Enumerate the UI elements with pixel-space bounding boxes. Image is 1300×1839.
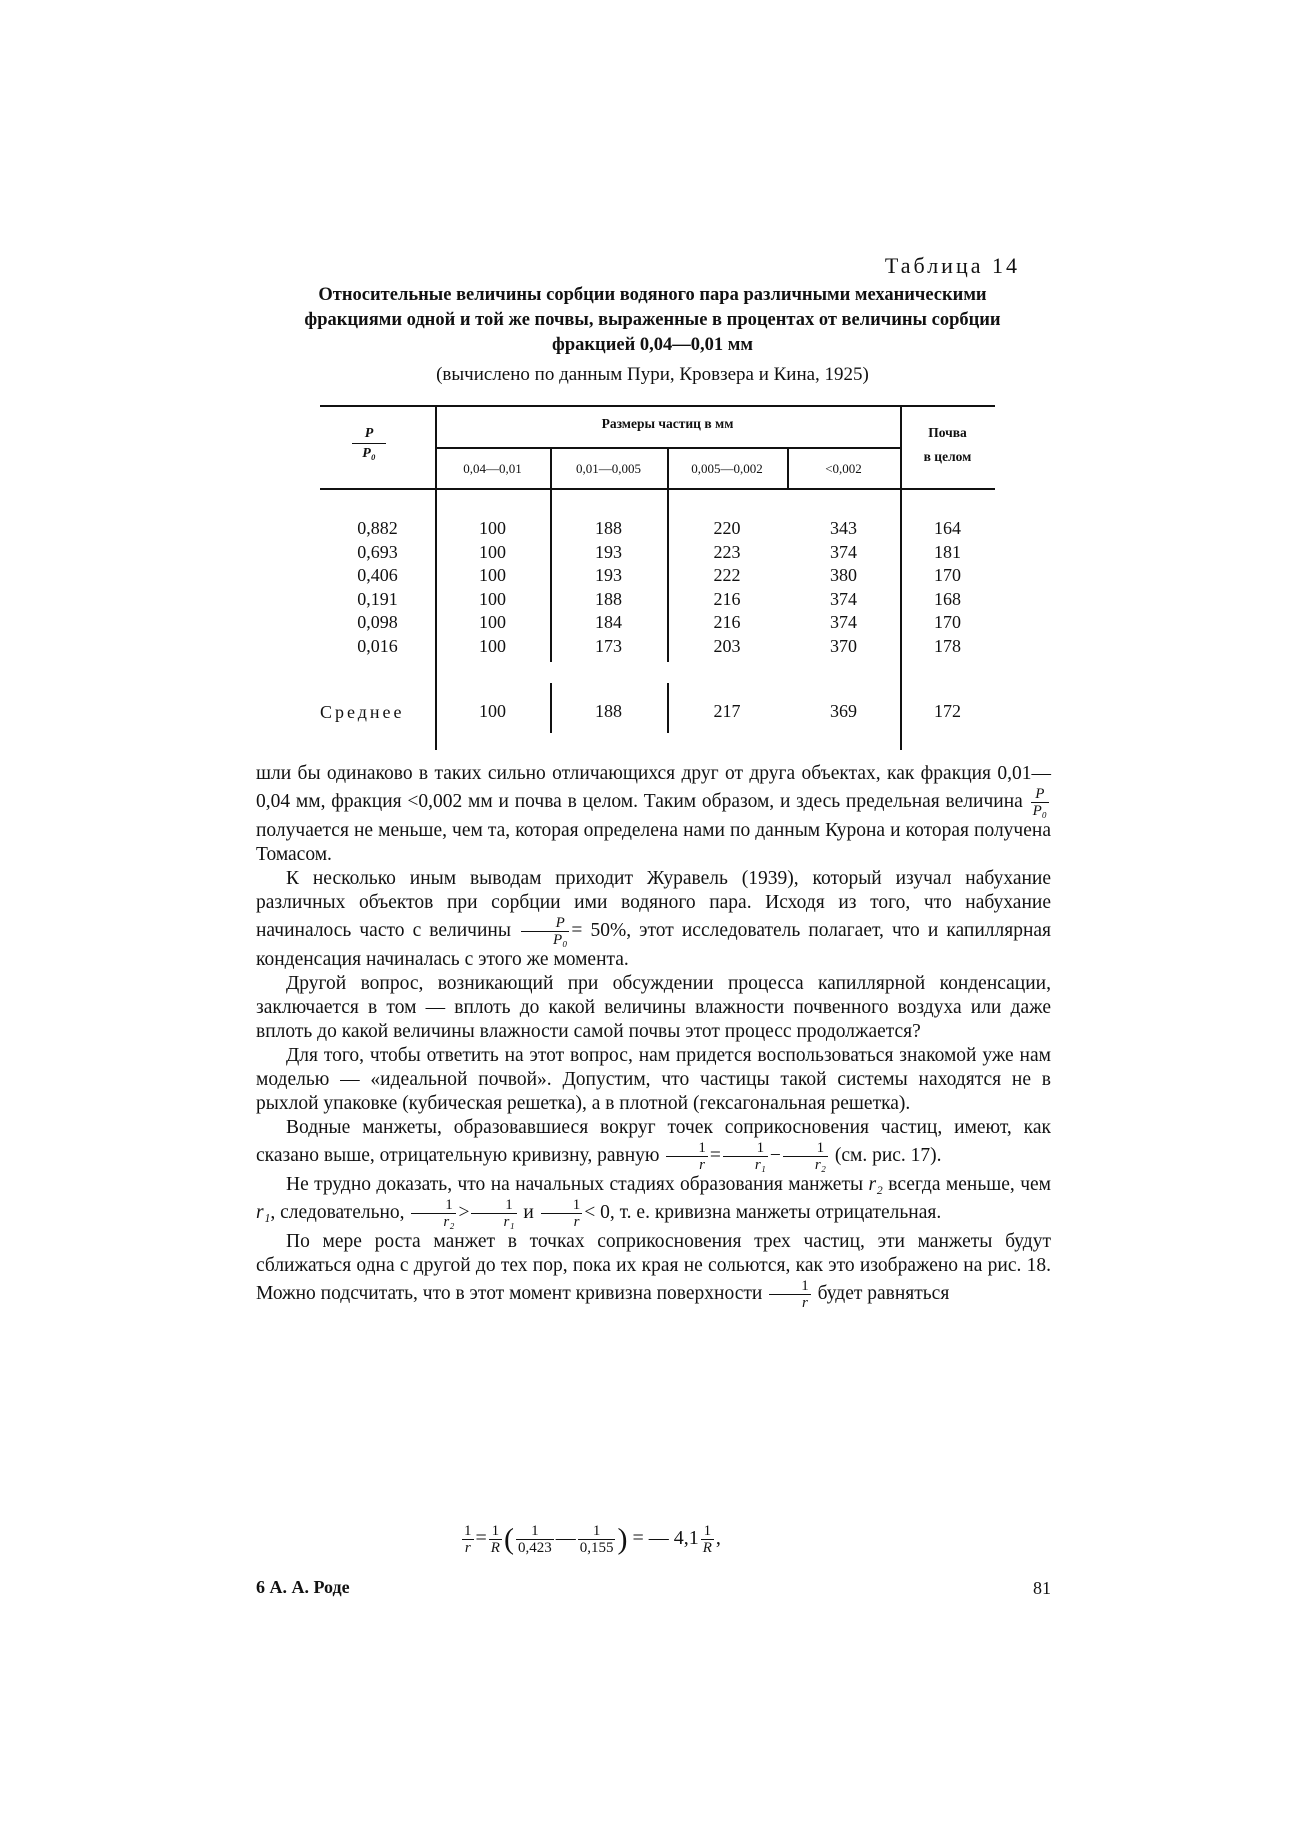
table-cell: 193 (595, 541, 622, 562)
curvature-fraction: $\frac{1}{\text{r₁}}$ (723, 1140, 768, 1173)
row-p-value-cell: 0,016 (357, 636, 398, 656)
signature-mark: 6 А. А. Роде (256, 1577, 350, 1597)
paragraph-5: Водные манжеты, образовавшиеся вокруг точек соприкосновения частиц, имеют, как сказано выше, отрицательную кривизну, равную $\frac{1}{r}$ = $\frac{1}{\text{r₁}}$ − $\frac{1}{\text{r₂}}$ (см. рис. 17). (256, 1117, 1051, 1173)
table-cell: 170 (934, 612, 961, 633)
table-cell: 100 (479, 565, 506, 586)
body-text (256, 762, 1051, 1311)
table-cell: 100 (479, 541, 506, 562)
header-bottom-rule (320, 488, 995, 490)
col-header-1: 0,04—0,01 (463, 461, 522, 476)
sorption-table (320, 405, 995, 750)
curvature-fraction: $\frac{1}{\text{r₂}}$ (783, 1140, 828, 1173)
table-cell: 380 (830, 565, 857, 586)
table-cell: 374 (830, 588, 857, 609)
row-p-value-cell: 0,406 (357, 565, 398, 586)
paragraph-2: К несколько иным выводам приходит Журавель (1939), который изучал набухание различных объектов при сорбции ими водяного пара. Исходя из того, что набухание начиналось часто с величины $\frac{P}{\text{P₀}}$ = 50%, этот исследователь полагает, что и капиллярная конденсация начиналась с этого же момента. (256, 868, 1052, 970)
particle-size-group-header: Размеры частиц в мм (601, 416, 734, 431)
paragraph-6: Не трудно доказать, что на начальных стадиях образования манжеты r₂ всегда меньше, чем r₁, следовательно, $\frac{1}{\text{r₂}}$ > $\frac{1}{\text{r₁}}$ и $\frac{1}{r}$ < 0, т. е. кривизна манжеты отрицательная. (256, 1174, 1051, 1230)
page-number: 81 (1033, 1578, 1051, 1598)
col-header-3: 0,005—0,002 (691, 461, 763, 476)
curvature-fraction: $\frac{1}{r}$ (769, 1278, 811, 1311)
paragraph-4: Для того, чтобы ответить на этот вопрос, нам придется воспользоваться знакомой уже нам моделью — «идеальной почвой». Допустим, что частицы такой системы находятся не в рыхлой упаковке (кубическая решетка), а в плотной (гексагональная решетка). (256, 1045, 1051, 1114)
row-p-value-cell: 0,693 (357, 541, 398, 562)
table-cell: 164 (934, 518, 961, 538)
table-cell: 178 (934, 636, 961, 656)
table-cell: 184 (595, 612, 622, 633)
table-caption-source: (вычислено по данным Пури, Кровзера и Кина, 1925) (436, 364, 869, 385)
table-cell: 170 (934, 565, 961, 586)
table-cell: 216 (713, 588, 741, 609)
row-p-value-cell: 0,882 (357, 518, 398, 538)
table-cell: 100 (479, 612, 506, 633)
col-header-4: <0,002 (825, 461, 862, 476)
p-over-p0-fraction: $\frac{P}{\text{P₀}}$ (1032, 786, 1047, 819)
p-over-p0-fraction: $\frac{P}{\text{P₀}}$ (521, 915, 569, 948)
table-cell: 173 (595, 636, 622, 656)
average-cell: 217 (713, 701, 741, 721)
table-cell: 188 (595, 588, 622, 609)
table-cell: 374 (830, 541, 857, 562)
average-cell: 172 (934, 701, 961, 721)
average-cell: 100 (479, 701, 506, 721)
curvature-fraction: $\frac{1}{\text{r₁}}$ (471, 1197, 516, 1230)
table-cell: 203 (713, 636, 741, 656)
paragraph-7: По мере роста манжет в точках соприкосновения трех частиц, эти манжеты будут сближаться одна с другой до тех пор, пока их края не сольются, как это изображено на рис. 18. Можно подсчитать, что в этот момент кривизна поверхности $\frac{1}{r}$ будет равняться (256, 1231, 1051, 1311)
table-cell: 374 (830, 612, 857, 633)
table-top-rule (320, 405, 995, 407)
soil-header-line2: в целом (923, 449, 972, 464)
curvature-fraction: $\frac{1}{\text{r₂}}$ (411, 1197, 456, 1230)
average-cell: 188 (595, 701, 622, 721)
average-row-label: Среднее (320, 702, 405, 722)
table-cell: 100 (479, 588, 506, 609)
table-cell: 222 (713, 565, 741, 586)
table-caption: Относительные величины сорбции водяного пара различными механическими фракциями одной и той же почвы, выраженные в процентах от величины сорбции фракцией 0,04—0,01 мм (304, 285, 1001, 355)
curvature-formula: $\frac{1}{r}$ = $\frac{1}{R}$ ( $\frac{1}{0,423}$ — $\frac{1}{0,155}$ ) = — 4,1 $\frac{1}{R}$ , (464, 1522, 721, 1556)
curvature-fraction: $\frac{1}{r}$ (666, 1140, 708, 1173)
table-cell: 216 (713, 612, 741, 633)
table-number-label: Таблица 14 (884, 253, 1020, 278)
table-cell: 343 (830, 518, 857, 538)
paragraph-1: шли бы одинаково в таких сильно отличающихся друг от друга объектах, как фракция 0,01—0,04 мм, фракция <0,002 мм и почва в целом. Таким образом, и здесь предельная величина $\frac{P}{\text{P₀}}$ получается не меньше, чем та, которая определена нами по данным Курона и которая получена Томасом. (256, 763, 1051, 865)
row-p-value-cell: 0,098 (357, 612, 398, 633)
table-cell: 100 (479, 518, 506, 538)
table-cell: 370 (830, 636, 857, 656)
paragraph-3: Другой вопрос, возникающий при обсуждении процесса капиллярной конденсации, заключается в том — вплоть до какой величины влажности почвенного воздуха или даже вплоть до какой величины влажности самой почвы этот процесс продолжается? (256, 973, 1051, 1042)
average-cell: 369 (830, 701, 857, 721)
table-cell: 220 (713, 518, 741, 538)
table-cell: 181 (934, 541, 961, 562)
table-cell: 193 (595, 565, 622, 586)
table-cell: 168 (934, 588, 961, 609)
table-cell: 188 (595, 518, 622, 538)
table-cell: 100 (479, 636, 506, 656)
curvature-fraction: $\frac{1}{r}$ (541, 1197, 583, 1230)
col-header-2: 0,01—0,005 (576, 461, 641, 476)
soil-header-line1: Почва (928, 425, 967, 440)
p-ratio-header: $\frac{P}{\text{P₀}}$ (352, 425, 386, 464)
row-p-value-cell: 0,191 (357, 588, 398, 609)
table-cell: 223 (713, 541, 741, 562)
